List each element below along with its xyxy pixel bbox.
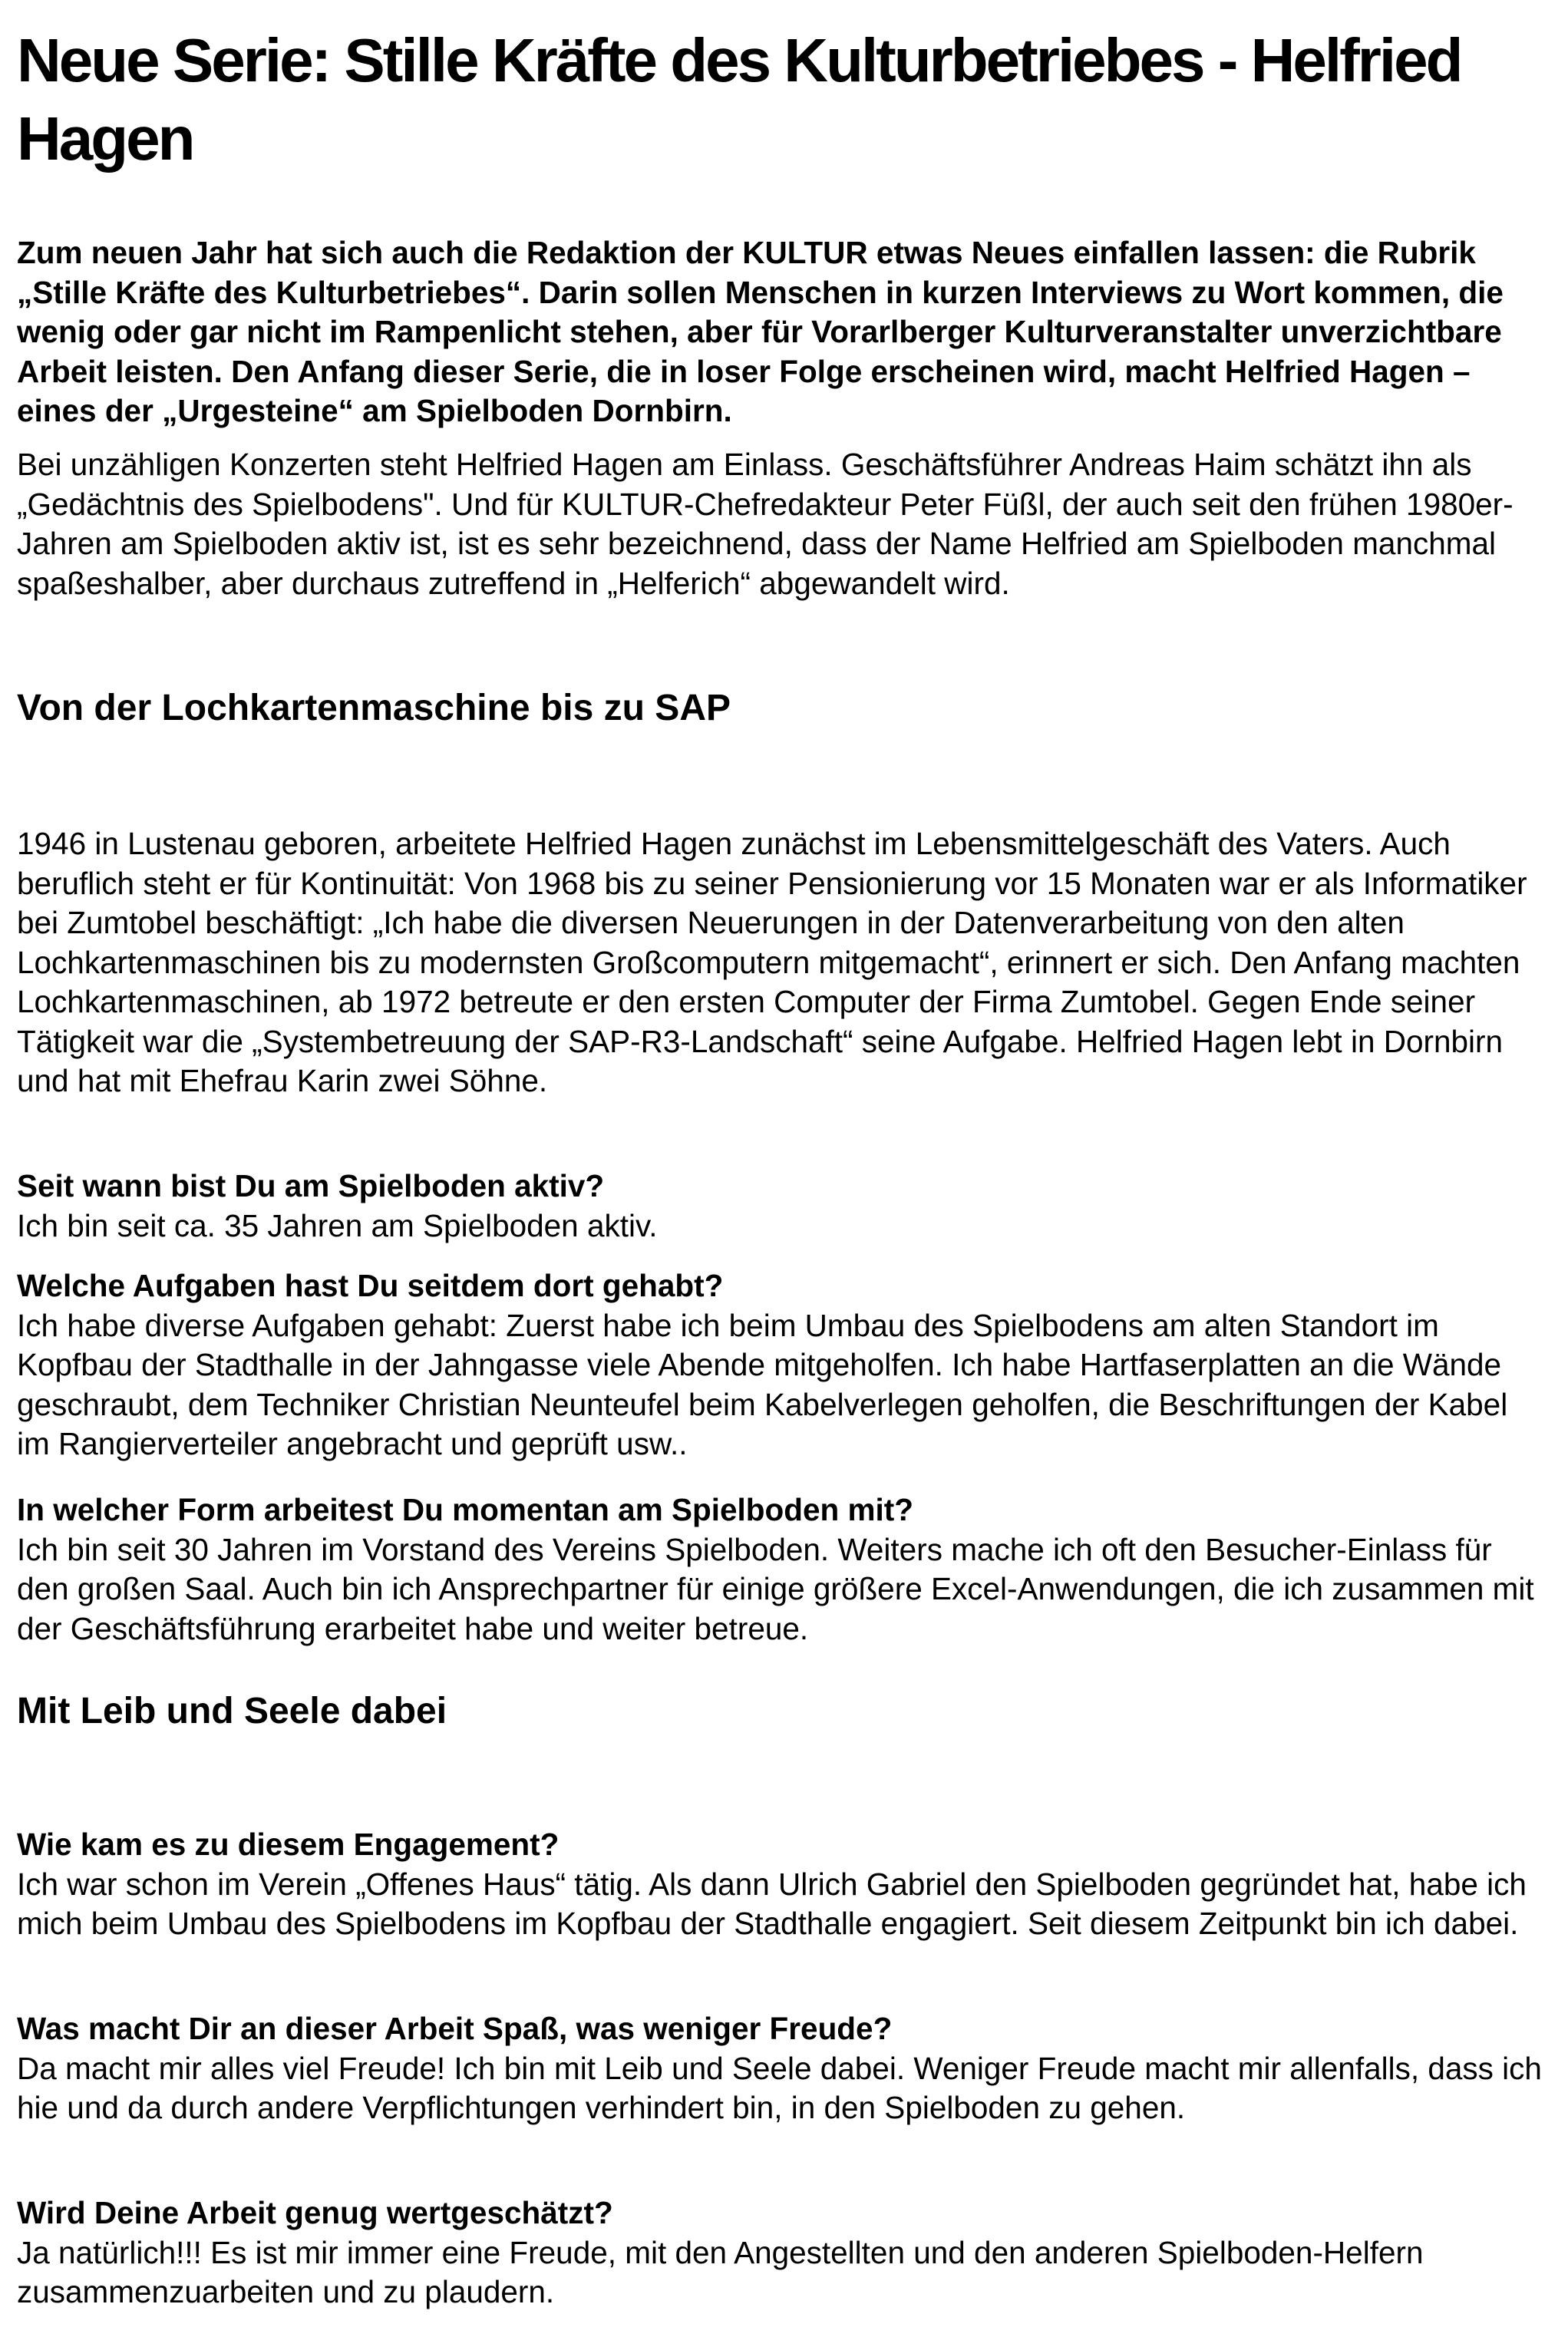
- article-lead: Zum neuen Jahr hat sich auch die Redaktion der KULTUR etwas Neues einfallen lassen: die Rubrik „Stille Kräfte des Kulturbetriebes“. Darin sollen Menschen in kurzen Interviews zu Wort kommen, die wenig oder gar nicht im Rampenlicht stehen, aber für Vorarlberger Kulturveranstalter unverzichtbare Arbeit leisten. Den Anfang dieser Serie, die in loser Folge erscheinen wird, macht Helfried Hagen – eines der „Urgesteine“ am Spielboden Dornbirn.: [17, 235, 1504, 428]
- article-title: Neue Serie: Stille Kräfte des Kulturbetriebes - Helfried Hagen: [17, 26, 1461, 173]
- interview-answer: Ich bin seit 30 Jahren im Vorstand des Vereins Spielboden. Weiters mache ich oft den Besucher-Einlass für den großen Saal. Auch bin ich Ansprechpartner für einige größere Excel-Anwendungen, die ich zusammen mit der Geschäftsführung erarbeitet habe und weiter betreue.: [17, 1531, 1534, 1646]
- interview-question: Wie kam es zu diesem Engagement?: [17, 1827, 560, 1862]
- section-heading-lochkarten: Von der Lochkartenmaschine bis zu SAP: [17, 688, 731, 728]
- interview-answer: Ich habe diverse Aufgaben gehabt: Zuerst habe ich beim Umbau des Spielbodens am alten Standort im Kopfbau der Stadthalle in der Jahngasse viele Abende mitgeholfen. Ich habe Hartfaserplatten an die Wände geschraubt, dem Techniker Christian Neunteufel beim Kabelverlegen geholfen, die Beschriftungen der Kabel im Rangierverteiler angebracht und geprüft usw..: [17, 1307, 1508, 1461]
- interview-question: Welche Aufgaben hast Du seitdem dort gehabt?: [17, 1268, 724, 1303]
- qa-block: [17, 1266, 1548, 1464]
- interview-question: Seit wann bist Du am Spielboden aktiv?: [17, 1168, 605, 1203]
- qa-block: [17, 2193, 1548, 2312]
- article-intro: Bei unzähligen Konzerten steht Helfried Hagen am Einlass. Geschäftsführer Andreas Haim schätzt ihn als „Gedächtnis des Spielbodens". Und für KULTUR-Chefredakteur Peter Füßl, der auch seit den frühen 1980er-Jahren am Spielboden aktiv ist, ist es sehr bezeichnend, dass der Name Helfried am Spielboden manchmal spaßeshalber, aber durchaus zutreffend in „Helferich“ abgewandelt wird.: [17, 447, 1514, 601]
- interview-question: In welcher Form arbeitest Du momentan am Spielboden mit?: [17, 1492, 913, 1527]
- interview-answer: Ich war schon im Verein „Offenes Haus“ tätig. Als dann Ulrich Gabriel den Spielboden gegründet hat, habe ich mich beim Umbau des Spielbodens im Kopfbau der Stadthalle engagiert. Seit diesem Zeitpunkt bin ich dabei.: [17, 1866, 1527, 1941]
- qa-block: [17, 2009, 1548, 2128]
- qa-block: [17, 1825, 1548, 1944]
- interview-question: Was macht Dir an dieser Arbeit Spaß, was weniger Freude?: [17, 2011, 893, 2046]
- interview-answer: Ja natürlich!!! Es ist mir immer eine Freude, mit den Angestellten und den anderen Spielboden-Helfern zusammenzuarbeiten und zu plaudern.: [17, 2234, 1424, 2309]
- qa-block: [17, 1167, 1548, 1246]
- interview-answer: Da macht mir alles viel Freude! Ich bin mit Leib und Seele dabei. Weniger Freude macht mir allenfalls, dass ich hie und da durch andere Verpflichtungen verhindert bin, in den Spielboden zu gehen.: [17, 2050, 1542, 2125]
- interview-question: Wird Deine Arbeit genug wertgeschätzt?: [17, 2195, 613, 2230]
- section-heading-leib-und-seele: Mit Leib und Seele dabei: [17, 1691, 447, 1731]
- interview-answer: Ich bin seit ca. 35 Jahren am Spielboden aktiv.: [17, 1207, 658, 1243]
- article-bio: 1946 in Lustenau geboren, arbeitete Helfried Hagen zunächst im Lebensmittelgeschäft des Vaters. Auch beruflich steht er für Kontinuität: Von 1968 bis zu seiner Pensionierung vor 15 Monaten war er als Informatiker bei Zumtobel beschäftigt: „Ich habe die diversen Neuerungen in der Datenverarbeitung von den alten Lochkartenmaschinen bis zu modernsten Großcomputern mitgemacht“, erinnert er sich. Den Anfang machten Lochkartenmaschinen, ab 1972 betreute er den ersten Computer der Firma Zumtobel. Gegen Ende seiner Tätigkeit war die „Systembetreuung der SAP-R3-Landschaft“ seine Aufgabe. Helfried Hagen lebt in Dornbirn und hat mit Ehefrau Karin zwei Söhne.: [17, 826, 1527, 1098]
- qa-block: [17, 1490, 1548, 1649]
